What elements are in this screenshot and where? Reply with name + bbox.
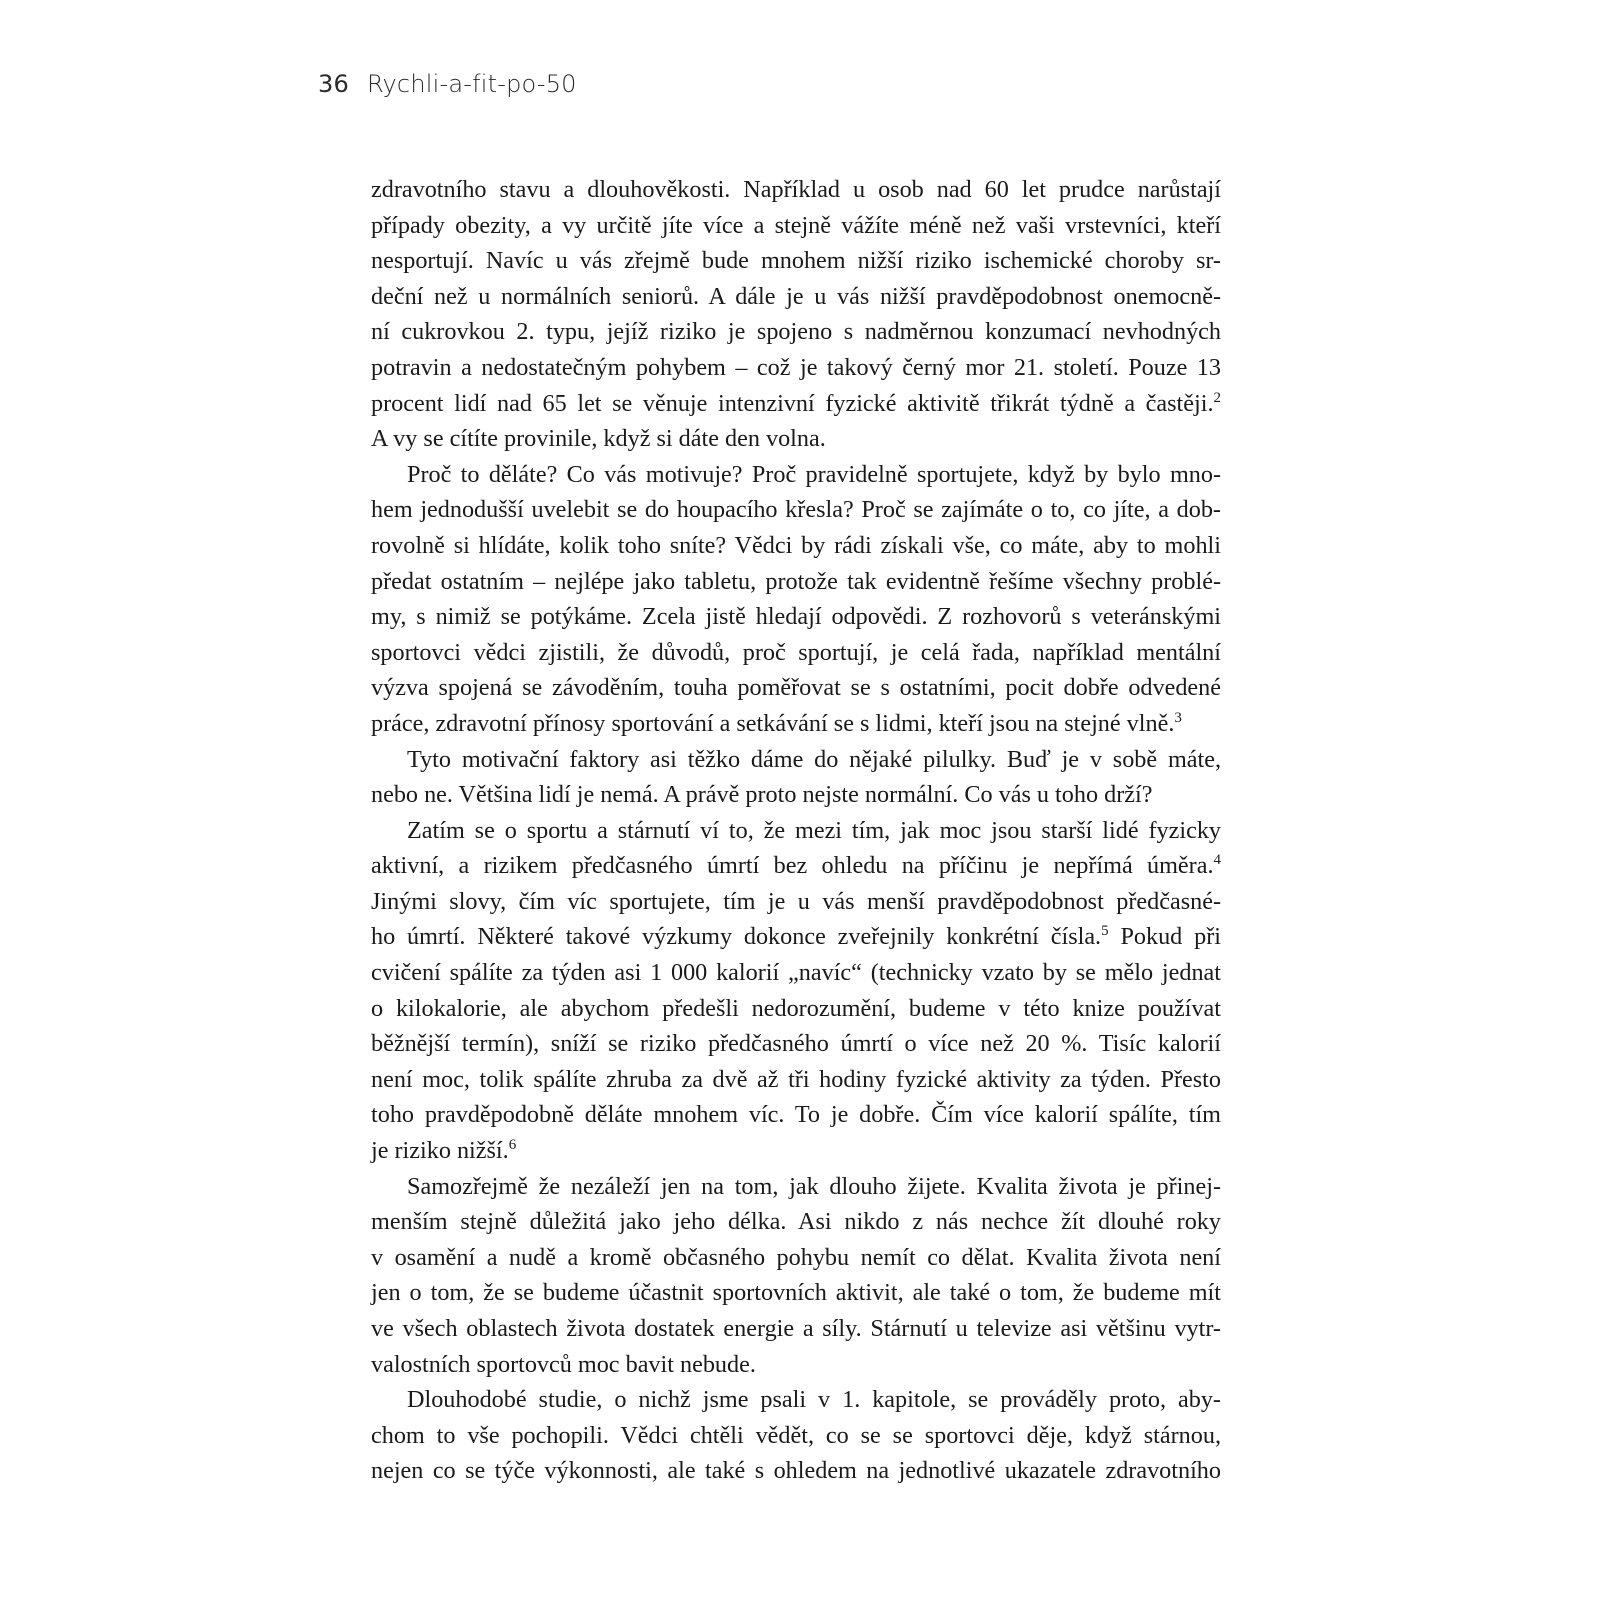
footnote-marker[interactable]: 5 [1101, 923, 1109, 940]
text-line [371, 813, 1221, 849]
text-line [371, 1204, 1221, 1240]
line-text: je riziko nižší. [371, 1137, 509, 1165]
line-text: sportovci vědci zjistili, že důvodů, proč sportují, je celá řada, například mentální [371, 638, 1221, 666]
paragraph [371, 172, 1221, 457]
text-line [371, 279, 1221, 315]
line-text: zdravotního stavu a dlouhověkosti. Například u osob nad 60 let prudce narůstají [371, 176, 1221, 203]
line-text-continued: Pokud při [1108, 923, 1221, 951]
text-line [371, 208, 1221, 244]
text-line [371, 706, 1221, 742]
footnote-marker[interactable]: 6 [508, 1137, 517, 1154]
line-text: cvičení spálíte za týden asi 1 000 kalorií „navíc“ (technicky vzato by se mělo jednat [371, 959, 1221, 987]
paragraph [371, 1169, 1221, 1383]
footnote-marker[interactable]: 3 [1174, 709, 1182, 726]
line-text: Jinými slovy, čím víc sportujete, tím je u vás menší pravděpodobnost předčasné- [371, 887, 1221, 915]
line-text: nejen co se týče výkonnosti, ale také s ohledem na jednotlivé ukazatele zdravotního [371, 1457, 1221, 1485]
text-line [371, 1062, 1221, 1098]
line-text: nebo ne. Většina lidí je nemá. A právě proto nejste normální. Co vás u toho drží? [371, 781, 1153, 809]
text-line [371, 848, 1221, 884]
text-line [371, 421, 1221, 457]
footnote-marker[interactable]: 2 [1213, 389, 1221, 406]
text-line [371, 599, 1221, 635]
line-text: aktivní, a rizikem předčasného úmrtí bez ohledu na příčinu je nepřímá úměra. [371, 852, 1214, 880]
line-text: jen o tom, že se budeme účastnit sportovních aktivit, ale také o tom, že budeme mít [371, 1279, 1221, 1307]
line-text: menším stejně důležitá jako jeho délka. Asi nikdo z nás nechce žít dlouhé roky [371, 1208, 1221, 1236]
text-line [371, 1382, 1221, 1418]
text-line [371, 919, 1221, 955]
line-text: případy obezity, a vy určitě jíte více a stejně vážíte méně než vaši vrstevníci, kteří [371, 211, 1221, 239]
text-line [371, 1026, 1221, 1062]
text-line [371, 492, 1221, 528]
text-line [371, 1275, 1221, 1311]
paragraph [371, 742, 1221, 813]
page-number: 36 [318, 70, 349, 98]
text-line [371, 1169, 1221, 1205]
line-text: Samozřejmě že nezáleží jen na tom, jak dlouho žijete. Kvalita života je přinej- [407, 1172, 1221, 1200]
text-line [371, 386, 1221, 422]
text-line [371, 457, 1221, 493]
text-line [371, 564, 1221, 600]
text-line [371, 1347, 1221, 1383]
line-text: toho pravděpodobně děláte mnohem víc. To je dobře. Čím více kalorií spálíte, tím [371, 1101, 1221, 1129]
text-line [371, 884, 1221, 920]
text-line [371, 1311, 1221, 1347]
text-line [371, 1097, 1221, 1133]
line-text: potravin a nedostatečným pohybem – což je takový černý mor 21. století. Pouze 13 [371, 353, 1221, 381]
line-text: Dlouhodobé studie, o nichž jsme psali v 1. kapitole, se prováděly proto, aby- [407, 1386, 1221, 1414]
line-text: valostních sportovců moc bavit nebude. [371, 1350, 756, 1378]
paragraph [371, 457, 1221, 742]
text-line [371, 172, 1221, 208]
line-text: výzva spojená se závoděním, touha poměřovat se s ostatními, pocit dobře odvedené [371, 674, 1221, 702]
text-line [371, 350, 1221, 386]
line-text: hem jednodušší uvelebit se do houpacího křesla? Proč se zajímáte o to, co jíte, a dob- [371, 496, 1221, 524]
line-text: nesportují. Navíc u vás zřejmě bude mnohem nižší riziko ischemické choroby sr- [371, 247, 1221, 275]
running-head [318, 70, 577, 98]
paragraph [371, 813, 1221, 1169]
text-line [371, 777, 1221, 813]
text-line [371, 955, 1221, 991]
line-text: práce, zdravotní přínosy sportování a setkávání se s lidmi, kteří jsou na stejné vlně. [371, 709, 1175, 737]
line-text: ve všech oblastech života dostatek energie a síly. Stárnutí u televize asi většinu vytr- [371, 1315, 1221, 1342]
text-line [371, 1133, 1221, 1169]
line-text: o kilokalorie, ale abychom předešli nedorozumění, budeme v této knize používat [371, 994, 1221, 1022]
line-text: běžnější termín), sníží se riziko předčasného úmrtí o více než 20 %. Tisíc kalorií [371, 1030, 1221, 1058]
text-line [371, 991, 1221, 1027]
paragraph [371, 1382, 1221, 1489]
line-text: ní cukrovkou 2. typu, jejíž riziko je spojeno s nadměrnou konzumací nevhodných [371, 318, 1221, 346]
text-line [371, 314, 1221, 350]
text-line [371, 635, 1221, 671]
line-text: v osamění a nudě a kromě občasného pohybu nemít co dělat. Kvalita života není [371, 1243, 1221, 1271]
text-line [371, 1240, 1221, 1276]
line-text: chom to vše pochopili. Vědci chtěli vědět, co se se sportovci děje, když stárnou, [371, 1421, 1221, 1449]
line-text: deční než u normálních seniorů. A dále je u vás nižší pravděpodobnost onemocně- [371, 282, 1221, 310]
text-line [371, 742, 1221, 778]
body-text [371, 172, 1221, 1489]
text-line [371, 528, 1221, 564]
line-text: rovolně si hlídáte, kolik toho sníte? Vědci by rádi získali vše, co máte, aby to mohli [371, 531, 1221, 559]
text-line [371, 243, 1221, 279]
footnote-marker[interactable]: 4 [1213, 852, 1221, 869]
line-text: A vy se cítíte provinile, když si dáte den volna. [371, 425, 826, 453]
text-line [371, 1418, 1221, 1454]
book-title: Rychli-a-fit-po-50 [366, 70, 577, 98]
line-text: Zatím se o sportu a stárnutí ví to, že mezi tím, jak moc jsou starší lidé fyzicky [407, 816, 1221, 844]
text-line [371, 670, 1221, 706]
line-text: my, s nimiž se potýkáme. Zcela jistě hledají odpovědi. Z rozhovorů s veteránskými [371, 603, 1221, 631]
line-text: předat ostatním – nejlépe jako tabletu, protože tak evidentně řešíme všechny problé- [371, 567, 1221, 595]
line-text: procent lidí nad 65 let se věnuje intenzivní fyzické aktivitě třikrát týdně a častěji. [371, 389, 1214, 417]
line-text: Proč to děláte? Co vás motivuje? Proč pravidelně sportujete, když by bylo mno- [407, 460, 1221, 488]
line-text: ho úmrtí. Některé takové výzkumy dokonce zveřejnily konkrétní čísla. [371, 923, 1102, 951]
line-text: není moc, tolik spálíte zhruba za dvě až tři hodiny fyzické aktivity za týden. Přesto [371, 1065, 1221, 1093]
line-text: Tyto motivační faktory asi těžko dáme do nějaké pilulky. Buď je v sobě máte, [407, 745, 1221, 773]
text-line [371, 1453, 1221, 1489]
